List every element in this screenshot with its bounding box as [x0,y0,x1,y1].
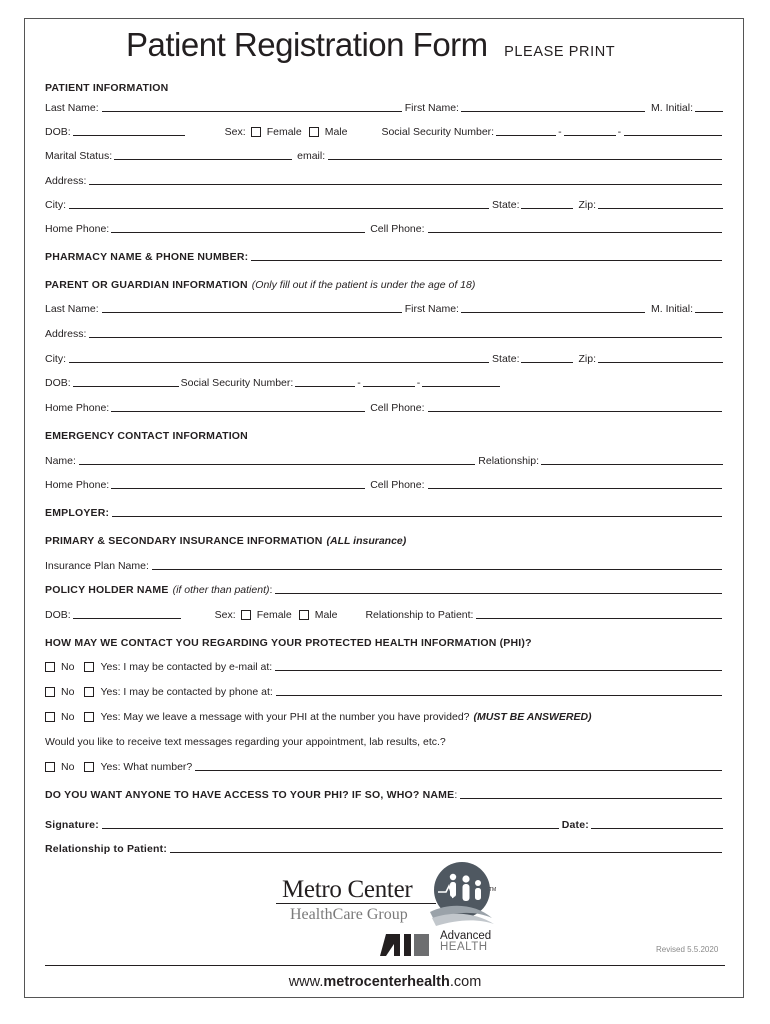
patient-phone-row [45,221,725,235]
guardian-zip-field[interactable] [598,362,723,363]
phi-email-yes-label: Yes: I may be contacted by e-mail at: [100,661,273,673]
patient-female-label: Female [266,126,302,138]
guardian-ssn-field-1[interactable] [295,386,355,387]
revised-date: Revised 5.5.2020 [656,945,719,954]
pharmacy-field[interactable] [251,260,722,261]
metro-center-logo [270,860,510,960]
guardian-first-name-field[interactable] [461,312,645,313]
insurance-heading-row [45,533,725,547]
guardian-address-label: Address: [45,328,87,340]
patient-dob-label: DOB: [45,126,71,138]
patient-m-initial-field[interactable] [695,111,723,112]
emergency-relationship-label: Relationship: [478,455,539,467]
policy-holder-row: POLICY HOLDER NAME (if other than patient) : [45,582,725,596]
emergency-cell-phone-field[interactable] [428,488,722,489]
patient-state-label: State: [492,199,520,211]
phi-email-field[interactable] [275,670,722,671]
phi-phone-field[interactable] [276,695,722,696]
guardian-last-name-label: Last Name: [45,303,99,315]
signature-relationship-row [45,841,725,855]
guardian-dob-row: DOB: Social Security Number: - - [45,375,725,389]
phi-message-row [45,709,725,723]
patient-ssn-field-2[interactable] [564,135,616,136]
phi-message-no-label: No [61,711,75,723]
guardian-zip-label: Zip: [578,353,596,365]
guardian-dob-field[interactable] [73,386,179,387]
patient-ssn-field-1[interactable] [496,135,556,136]
phi-message-yes-label: Yes: May we leave a message with your PHI at the number you have provided? [100,711,470,723]
phi-text-number-row [45,759,725,773]
patient-last-name-field[interactable] [102,111,402,112]
guardian-heading-row [45,277,725,291]
logo-divider [276,903,436,904]
phi-email-no-checkbox[interactable] [45,662,55,672]
patient-first-name-label: First Name: [404,102,459,114]
phi-text-no-label: No [61,761,75,773]
phi-heading-row [45,635,725,649]
insurance-plan-field[interactable] [152,569,722,570]
patient-info-heading: PATIENT INFORMATION [45,82,169,94]
phi-access-question: DO YOU WANT ANYONE TO HAVE ACCESS TO YOUR PHI? IF SO, WHO? NAME [45,789,455,801]
insurance-relationship-field[interactable] [476,618,722,619]
please-print-note: PLEASE PRINT [504,44,616,60]
phi-text-yes-checkbox[interactable] [84,762,94,772]
website-prefix: www. [288,974,324,990]
patient-email-field[interactable] [328,159,722,160]
patient-sex-label: Sex: [224,126,246,138]
emergency-heading: EMERGENCY CONTACT INFORMATION [45,430,248,442]
guardian-address-row [45,326,725,340]
emergency-phone-row [45,477,725,491]
form-header [126,26,615,64]
signature-relationship-label: Relationship to Patient: [45,843,168,855]
emergency-cell-phone-label: Cell Phone: [370,479,425,491]
phi-heading: HOW MAY WE CONTACT YOU REGARDING YOUR PROTECTED HEALTH INFORMATION (PHI)? [45,637,532,649]
patient-dob-row: DOB: Sex: Female Male Social Security Number: - - [45,124,725,138]
signature-relationship-field[interactable] [170,852,722,853]
patient-ssn-label: Social Security Number: [381,126,495,138]
phi-access-row: DO YOU WANT ANYONE TO HAVE ACCESS TO YOUR PHI? IF SO, WHO? NAME : [45,787,725,801]
guardian-last-name-field[interactable] [102,312,402,313]
patient-dob-field[interactable] [73,135,185,136]
patient-info-heading-row [45,80,725,94]
insurance-male-label: Male [314,609,338,621]
patient-state-field[interactable] [521,208,573,209]
phi-phone-no-checkbox[interactable] [45,687,55,697]
insurance-dob-field[interactable] [73,618,181,619]
emergency-heading-row [45,428,725,442]
guardian-cell-phone-field[interactable] [428,411,722,412]
guardian-state-label: State: [492,353,520,365]
phi-text-number-field[interactable] [195,770,722,771]
logo-sub-text: HealthCare Group [290,906,408,923]
patient-home-phone-field[interactable] [111,232,365,233]
insurance-heading: PRIMARY & SECONDARY INSURANCE INFORMATION [45,535,323,547]
insurance-relationship-label: Relationship to Patient: [365,609,474,621]
website-url[interactable] [0,974,770,990]
phi-phone-row [45,684,725,698]
guardian-city-label: City: [45,353,66,365]
phi-phone-yes-checkbox[interactable] [84,687,94,697]
patient-male-checkbox[interactable] [309,127,319,137]
patient-first-name-field[interactable] [461,111,645,112]
policy-holder-label: POLICY HOLDER NAME [45,584,169,596]
advanced-line: Advanced [440,930,492,942]
footer-divider [45,965,725,966]
trademark-mark: TM [489,887,497,893]
patient-city-label: City: [45,199,66,211]
patient-female-checkbox[interactable] [251,127,261,137]
patient-marital-row [45,148,725,162]
phi-message-yes-checkbox[interactable] [84,712,94,722]
insurance-plan-label: Insurance Plan Name: [45,560,149,572]
patient-cell-phone-field[interactable] [428,232,722,233]
guardian-first-name-label: First Name: [404,303,459,315]
website-domain: metrocenterhealth [323,974,450,990]
phi-email-row [45,659,725,673]
phi-phone-no-label: No [61,686,75,698]
insurance-female-label: Female [256,609,292,621]
pharmacy-row [45,249,725,263]
patient-zip-field[interactable] [598,208,723,209]
guardian-name-row [45,301,725,315]
phi-phone-yes-label: Yes: I may be contacted by phone at: [100,686,273,698]
patient-cell-phone-label: Cell Phone: [370,223,425,235]
policy-holder-field[interactable] [275,593,722,594]
employer-row [45,505,725,519]
patient-address-row [45,173,725,187]
emergency-name-label: Name: [45,455,76,467]
guardian-dob-label: DOB: [45,377,71,389]
guardian-home-phone-field[interactable] [111,411,365,412]
guardian-ssn-field-2[interactable] [363,386,415,387]
insurance-female-checkbox[interactable] [241,610,251,620]
patient-zip-label: Zip: [578,199,596,211]
phi-message-no-checkbox[interactable] [45,712,55,722]
insurance-dob-row [45,607,725,621]
patient-name-row [45,100,725,114]
patient-ssn-field-3[interactable] [624,135,722,136]
guardian-ssn-field-3[interactable] [422,386,500,387]
guardian-city-row [45,351,725,365]
guardian-m-initial-field[interactable] [695,312,723,313]
pharmacy-label: PHARMACY NAME & PHONE NUMBER: [45,251,249,263]
date-label: Date: [561,819,589,831]
patient-email-label: email: [297,150,326,162]
patient-city-field[interactable] [69,208,489,209]
guardian-m-initial-label: M. Initial: [650,303,693,315]
emergency-home-phone-field[interactable] [111,488,365,489]
guardian-home-phone-label: Home Phone: [45,402,110,414]
date-field[interactable] [591,828,723,829]
phi-text-question-row [45,734,725,748]
insurance-sex-label: Sex: [214,609,236,621]
patient-home-phone-label: Home Phone: [45,223,110,235]
guardian-phone-row [45,400,725,414]
emergency-relationship-field[interactable] [541,464,723,465]
emergency-name-field[interactable] [79,464,475,465]
signature-row [45,817,725,831]
employer-field[interactable] [112,516,722,517]
patient-marital-label: Marital Status: [45,150,113,162]
patient-m-initial-label: M. Initial: [650,102,693,114]
insurance-plan-row [45,558,725,572]
signature-field[interactable] [102,828,559,829]
guardian-ssn-label: Social Security Number: [180,377,294,389]
guardian-city-field[interactable] [69,362,489,363]
emergency-home-phone-label: Home Phone: [45,479,110,491]
signature-label: Signature: [45,819,99,831]
phi-text-yes-label: Yes: What number? [100,761,193,773]
phi-email-no-label: No [61,661,75,673]
guardian-address-field[interactable] [89,337,722,338]
insurance-note: (ALL insurance) [326,535,407,547]
guardian-heading: PARENT OR GUARDIAN INFORMATION [45,279,248,291]
patient-marital-field[interactable] [114,159,292,160]
patient-address-label: Address: [45,175,87,187]
phi-text-no-checkbox[interactable] [45,762,55,772]
insurance-dob-label: DOB: [45,609,71,621]
emergency-name-row [45,453,725,467]
advanced-health-text [440,931,491,953]
phi-text-question: Would you like to receive text messages regarding your appointment, lab results, etc.? [45,736,446,748]
patient-city-row [45,197,725,211]
patient-last-name-label: Last Name: [45,102,99,114]
guardian-state-field[interactable] [521,362,573,363]
website-suffix: .com [449,974,482,990]
guardian-note: (Only fill out if the patient is under the age of 18) [251,279,476,291]
policy-holder-note: (if other than patient) [172,584,270,596]
patient-male-label: Male [324,126,348,138]
phi-access-field[interactable] [460,798,722,799]
logo-main-text: Metro Center [282,876,413,903]
insurance-male-checkbox[interactable] [299,610,309,620]
employer-label: EMPLOYER: [45,507,110,519]
phi-email-yes-checkbox[interactable] [84,662,94,672]
health-line: HEALTH [440,941,488,953]
guardian-cell-phone-label: Cell Phone: [370,402,425,414]
page-title: Patient Registration Form [126,26,488,63]
phi-must-answer-note: (MUST BE ANSWERED) [473,711,592,723]
patient-address-field[interactable] [89,184,722,185]
